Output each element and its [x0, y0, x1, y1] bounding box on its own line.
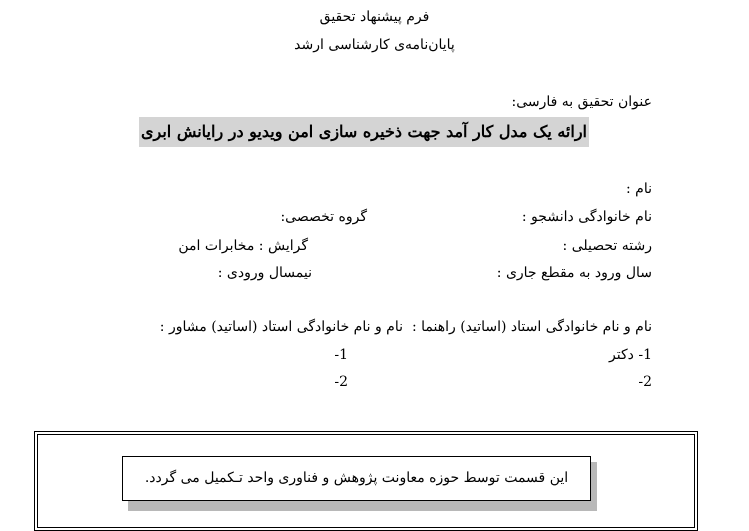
form-title: فرم پیشنهاد تحقیق — [319, 9, 430, 25]
student-family-label: نام خانوادگی دانشجو : — [521, 209, 652, 225]
advisor-1: 1- دکتر — [609, 347, 652, 363]
research-title-value: ارائه یک مدل کار آمد جهت ذخیره سازی امن ویدیو در رایانش ابری — [139, 117, 589, 147]
admin-notice: این قسمت توسط حوزه معاونت پژوهش و فناوری واحد تـکمیل می گردد. — [122, 456, 591, 501]
entry-semester-label: نیمسال ورودی : — [217, 265, 312, 281]
student-name-label: نام : — [626, 181, 652, 197]
form-subtitle: پایان‌نامه‌ی کارشناسی ارشد — [294, 37, 455, 53]
advisor-header: نام و نام خانوادگی استاد (اساتید) راهنما : — [411, 319, 652, 335]
advisor-2: 2- — [638, 374, 652, 390]
entry-year-label: سال ورود به مقطع جاری : — [496, 265, 652, 281]
field-of-study-label: رشته تحصیلی : — [562, 238, 652, 254]
specialty-group-label: گروه تخصصی: — [280, 209, 367, 225]
consultant-2: 2- — [334, 374, 348, 390]
specialization-value: گرایش : مخابرات امن — [178, 238, 308, 254]
research-title-label: عنوان تحقیق به فارسی: — [511, 94, 652, 110]
consultant-header: نام و نام خانوادگی استاد (اساتید) مشاور : — [159, 319, 403, 335]
consultant-1: 1- — [334, 347, 348, 363]
